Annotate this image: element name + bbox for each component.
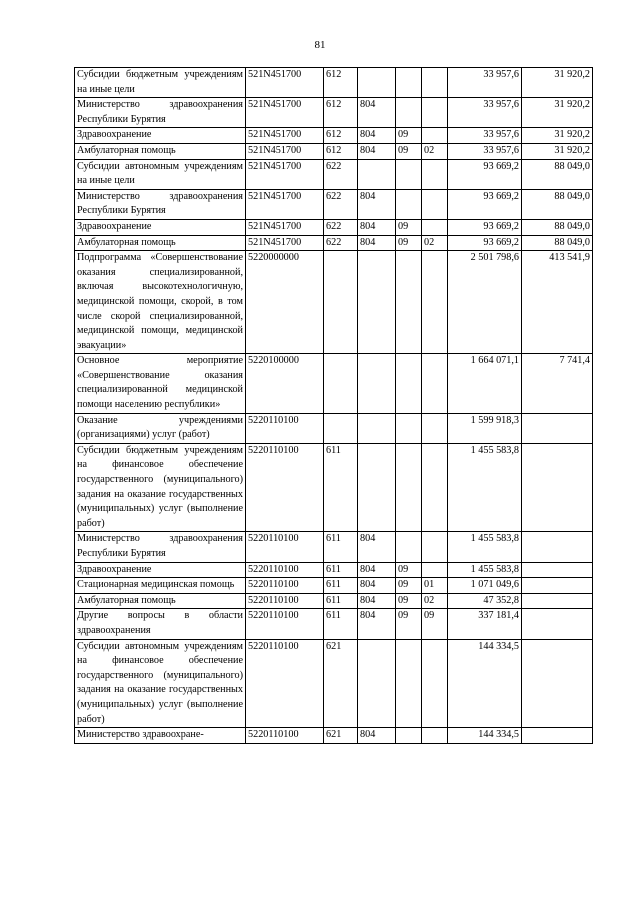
expense-type-code: 612	[324, 128, 358, 144]
row-name: Подпрограмма «Совершенствование оказания специализированной, включая высокотехнологичную, медицинской помощи, скорой, в том числе скорой специализированной, медицинской помощи, медицинской эвакуации»	[75, 251, 246, 354]
section-code	[396, 639, 422, 728]
amount-year-2	[522, 532, 593, 562]
table-row	[75, 159, 593, 189]
row-name: Министерство здравоохранения Республики Бурятия	[75, 98, 246, 128]
expense-type-code	[324, 354, 358, 413]
subsection-code: 02	[422, 593, 448, 609]
subsection-code	[422, 68, 448, 98]
expense-type-code: 611	[324, 609, 358, 639]
table-row	[75, 251, 593, 354]
table-row	[75, 354, 593, 413]
target-article-code: 521N451700	[246, 98, 324, 128]
subsection-code	[422, 98, 448, 128]
row-name: Здравоохранение	[75, 562, 246, 578]
expense-type-code: 611	[324, 443, 358, 532]
expense-type-code	[324, 251, 358, 354]
section-code	[396, 68, 422, 98]
target-article-code: 5220110100	[246, 562, 324, 578]
table-row	[75, 532, 593, 562]
ministry-code: 804	[358, 219, 396, 235]
table-row	[75, 219, 593, 235]
ministry-code: 804	[358, 609, 396, 639]
ministry-code	[358, 639, 396, 728]
section-code	[396, 443, 422, 532]
ministry-code	[358, 354, 396, 413]
row-name: Министерство здравоохранения Республики Бурятия	[75, 189, 246, 219]
subsection-code	[422, 413, 448, 443]
amount-year-1: 1 599 918,3	[448, 413, 522, 443]
subsection-code	[422, 251, 448, 354]
amount-year-2	[522, 593, 593, 609]
amount-year-1: 144 334,5	[448, 728, 522, 744]
subsection-code	[422, 128, 448, 144]
ministry-code: 804	[358, 189, 396, 219]
ministry-code: 804	[358, 728, 396, 744]
amount-year-2	[522, 728, 593, 744]
amount-year-2: 88 049,0	[522, 189, 593, 219]
row-name: Здравоохранение	[75, 219, 246, 235]
amount-year-2: 7 741,4	[522, 354, 593, 413]
section-code: 09	[396, 235, 422, 251]
ministry-code	[358, 251, 396, 354]
row-name: Министерство здравоохране-	[75, 728, 246, 744]
subsection-code	[422, 562, 448, 578]
target-article-code: 5220000000	[246, 251, 324, 354]
section-code: 09	[396, 562, 422, 578]
amount-year-2	[522, 413, 593, 443]
row-name: Амбулаторная помощь	[75, 593, 246, 609]
ministry-code: 804	[358, 143, 396, 159]
row-name: Амбулаторная помощь	[75, 143, 246, 159]
target-article-code: 521N451700	[246, 235, 324, 251]
target-article-code: 521N451700	[246, 189, 324, 219]
table-row	[75, 143, 593, 159]
section-code	[396, 189, 422, 219]
table-row	[75, 578, 593, 594]
target-article-code: 5220110100	[246, 593, 324, 609]
table-row	[75, 593, 593, 609]
target-article-code: 5220110100	[246, 443, 324, 532]
expense-type-code: 621	[324, 639, 358, 728]
target-article-code: 5220110100	[246, 532, 324, 562]
amount-year-1: 93 669,2	[448, 159, 522, 189]
expense-type-code: 612	[324, 143, 358, 159]
row-name: Амбулаторная помощь	[75, 235, 246, 251]
row-name: Субсидии бюджетным учреждениям на финансовое обеспечение государственного (муниципального) задания на оказание государственных (муниципальных) услуг (выполнение работ)	[75, 443, 246, 532]
page-number: 81	[314, 39, 326, 51]
subsection-code	[422, 728, 448, 744]
table-row	[75, 98, 593, 128]
ministry-code: 804	[358, 593, 396, 609]
section-code	[396, 98, 422, 128]
subsection-code: 01	[422, 578, 448, 594]
target-article-code: 521N451700	[246, 143, 324, 159]
subsection-code	[422, 354, 448, 413]
row-name: Субсидии автономным учреждениям на иные цели	[75, 159, 246, 189]
section-code	[396, 728, 422, 744]
target-article-code: 521N451700	[246, 219, 324, 235]
amount-year-2: 31 920,2	[522, 128, 593, 144]
amount-year-2: 88 049,0	[522, 219, 593, 235]
amount-year-2: 88 049,0	[522, 159, 593, 189]
budget-table	[74, 67, 593, 744]
subsection-code: 02	[422, 143, 448, 159]
section-code: 09	[396, 128, 422, 144]
row-name: Оказание учреждениями (организациями) услуг (работ)	[75, 413, 246, 443]
expense-type-code: 611	[324, 578, 358, 594]
section-code: 09	[396, 143, 422, 159]
table-row	[75, 639, 593, 728]
row-name: Основное мероприятие «Совершенствование оказания специализированной медицинской помощи населению республики»	[75, 354, 246, 413]
ministry-code	[358, 68, 396, 98]
ministry-code	[358, 413, 396, 443]
ministry-code: 804	[358, 562, 396, 578]
expense-type-code: 622	[324, 189, 358, 219]
section-code: 09	[396, 593, 422, 609]
table-row	[75, 189, 593, 219]
amount-year-2: 31 920,2	[522, 98, 593, 128]
subsection-code: 09	[422, 609, 448, 639]
target-article-code: 5220110100	[246, 639, 324, 728]
target-article-code: 5220110100	[246, 413, 324, 443]
expense-type-code	[324, 413, 358, 443]
amount-year-1: 1 664 071,1	[448, 354, 522, 413]
table-row	[75, 128, 593, 144]
amount-year-1: 93 669,2	[448, 189, 522, 219]
section-code: 09	[396, 578, 422, 594]
table-row	[75, 609, 593, 639]
target-article-code: 5220110100	[246, 728, 324, 744]
subsection-code	[422, 219, 448, 235]
table-row	[75, 235, 593, 251]
row-name: Стационарная медицинская помощь	[75, 578, 246, 594]
amount-year-2	[522, 609, 593, 639]
expense-type-code: 622	[324, 219, 358, 235]
amount-year-1: 93 669,2	[448, 219, 522, 235]
amount-year-2	[522, 639, 593, 728]
target-article-code: 521N451700	[246, 128, 324, 144]
amount-year-2	[522, 578, 593, 594]
subsection-code	[422, 159, 448, 189]
section-code	[396, 354, 422, 413]
row-name: Здравоохранение	[75, 128, 246, 144]
ministry-code: 804	[358, 128, 396, 144]
table-row	[75, 413, 593, 443]
section-code	[396, 159, 422, 189]
amount-year-1: 33 957,6	[448, 98, 522, 128]
section-code: 09	[396, 219, 422, 235]
amount-year-2: 413 541,9	[522, 251, 593, 354]
target-article-code: 5220110100	[246, 578, 324, 594]
amount-year-1: 2 501 798,6	[448, 251, 522, 354]
subsection-code	[422, 639, 448, 728]
table-row	[75, 68, 593, 98]
ministry-code: 804	[358, 235, 396, 251]
expense-type-code: 612	[324, 98, 358, 128]
section-code	[396, 251, 422, 354]
ministry-code: 804	[358, 98, 396, 128]
subsection-code	[422, 189, 448, 219]
row-name: Министерство здравоохранения Республики Бурятия	[75, 532, 246, 562]
table-row	[75, 443, 593, 532]
target-article-code: 521N451700	[246, 159, 324, 189]
target-article-code: 5220100000	[246, 354, 324, 413]
row-name: Другие вопросы в области здравоохранения	[75, 609, 246, 639]
section-code	[396, 413, 422, 443]
table-body	[75, 68, 593, 744]
amount-year-1: 33 957,6	[448, 143, 522, 159]
table-row	[75, 562, 593, 578]
table-row	[75, 728, 593, 744]
row-name: Субсидии автономным учреждениям на финансовое обеспечение государственного (муниципального) задания на оказание государственных (муниципальных) услуг (выполнение работ)	[75, 639, 246, 728]
section-code	[396, 532, 422, 562]
amount-year-1: 1 455 583,8	[448, 562, 522, 578]
amount-year-2: 31 920,2	[522, 68, 593, 98]
ministry-code: 804	[358, 578, 396, 594]
amount-year-2	[522, 443, 593, 532]
subsection-code	[422, 532, 448, 562]
ministry-code: 804	[358, 532, 396, 562]
expense-type-code: 611	[324, 532, 358, 562]
expense-type-code: 611	[324, 593, 358, 609]
amount-year-1: 1 455 583,8	[448, 443, 522, 532]
amount-year-1: 47 352,8	[448, 593, 522, 609]
expense-type-code: 622	[324, 159, 358, 189]
ministry-code	[358, 443, 396, 532]
amount-year-2: 31 920,2	[522, 143, 593, 159]
expense-type-code: 612	[324, 68, 358, 98]
amount-year-1: 93 669,2	[448, 235, 522, 251]
amount-year-2	[522, 562, 593, 578]
subsection-code	[422, 443, 448, 532]
amount-year-1: 337 181,4	[448, 609, 522, 639]
ministry-code	[358, 159, 396, 189]
section-code: 09	[396, 609, 422, 639]
amount-year-2: 88 049,0	[522, 235, 593, 251]
row-name: Субсидии бюджетным учреждениям на иные цели	[75, 68, 246, 98]
target-article-code: 5220110100	[246, 609, 324, 639]
target-article-code: 521N451700	[246, 68, 324, 98]
amount-year-1: 144 334,5	[448, 639, 522, 728]
amount-year-1: 33 957,6	[448, 68, 522, 98]
subsection-code: 02	[422, 235, 448, 251]
amount-year-1: 1 455 583,8	[448, 532, 522, 562]
amount-year-1: 1 071 049,6	[448, 578, 522, 594]
expense-type-code: 611	[324, 562, 358, 578]
expense-type-code: 622	[324, 235, 358, 251]
amount-year-1: 33 957,6	[448, 128, 522, 144]
expense-type-code: 621	[324, 728, 358, 744]
